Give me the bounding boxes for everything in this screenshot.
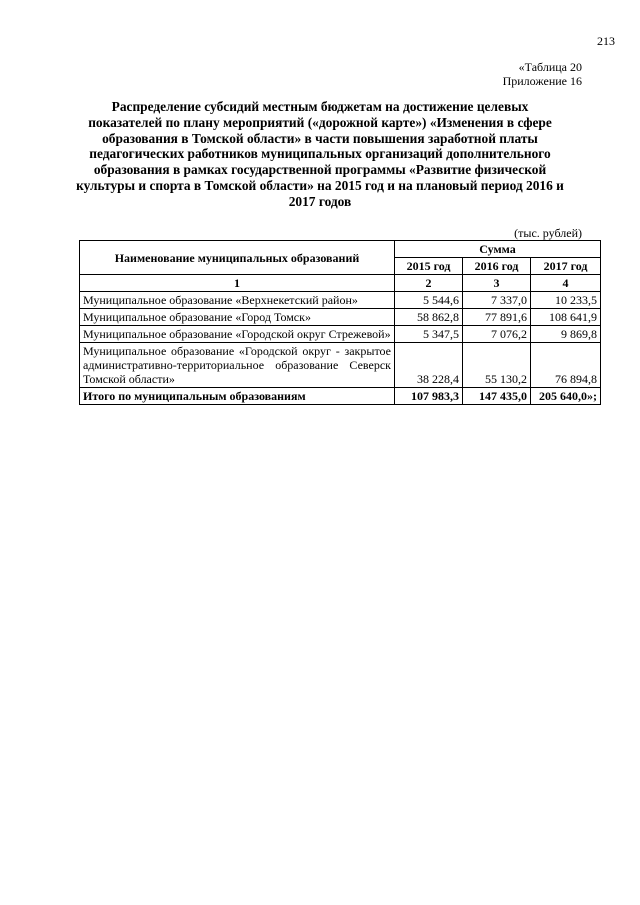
amount-2016: 77 891,6 <box>463 309 531 326</box>
header-year-2016: 2016 год <box>463 258 531 275</box>
column-number: 4 <box>531 275 601 292</box>
column-number: 3 <box>463 275 531 292</box>
amount-2016: 7 337,0 <box>463 292 531 309</box>
total-2015: 107 983,3 <box>395 388 463 405</box>
table-row <box>80 309 601 326</box>
amount-2017: 9 869,8 <box>531 326 601 343</box>
total-label: Итого по муниципальным образованиям <box>80 388 395 405</box>
units-label: (тыс. рублей) <box>514 226 582 240</box>
municipality-name: Муниципальное образование «Городской округ - закрытое административно-территориальное образование Северск Томской области» <box>80 343 395 388</box>
table-row <box>80 292 601 309</box>
amount-2015: 38 228,4 <box>395 343 463 388</box>
total-2017: 205 640,0»; <box>531 388 601 405</box>
header-row <box>80 241 601 258</box>
amount-2015: 5 347,5 <box>395 326 463 343</box>
page-number: 213 <box>597 34 615 48</box>
subsidy-table <box>79 240 601 405</box>
table-label: «Таблица 20 <box>518 60 582 74</box>
table-reference <box>503 60 582 88</box>
table-row <box>80 326 601 343</box>
column-number: 2 <box>395 275 463 292</box>
header-sum: Сумма <box>395 241 601 258</box>
appendix-label: Приложение 16 <box>502 74 582 88</box>
header-year-2017: 2017 год <box>531 258 601 275</box>
header-year-2015: 2015 год <box>395 258 463 275</box>
amount-2017: 108 641,9 <box>531 309 601 326</box>
total-row <box>80 388 601 405</box>
total-2016: 147 435,0 <box>463 388 531 405</box>
column-number-row <box>80 275 601 292</box>
municipality-name: Муниципальное образование «Городской округ Стрежевой» <box>80 326 395 343</box>
amount-2016: 7 076,2 <box>463 326 531 343</box>
amount-2017: 10 233,5 <box>531 292 601 309</box>
table-row <box>80 343 601 388</box>
header-name: Наименование муниципальных образований <box>80 241 395 275</box>
amount-2015: 58 862,8 <box>395 309 463 326</box>
document-title: Распределение субсидий местным бюджетам на достижение целевых показателей по плану мероприятий («дорожной карте») «Изменения в сфере образования в Томской области» в части повышения заработной платы педагогических работников муниципальных организаций дополнительного образования в рамках государственной программы «Развитие физической культуры и спорта в Томской области» на 2015 год и на плановый период 2016 и 2017 годов <box>76 99 564 209</box>
column-number: 1 <box>80 275 395 292</box>
municipality-name: Муниципальное образование «Верхнекетский район» <box>80 292 395 309</box>
amount-2016: 55 130,2 <box>463 343 531 388</box>
amount-2017: 76 894,8 <box>531 343 601 388</box>
municipality-name: Муниципальное образование «Город Томск» <box>80 309 395 326</box>
amount-2015: 5 544,6 <box>395 292 463 309</box>
